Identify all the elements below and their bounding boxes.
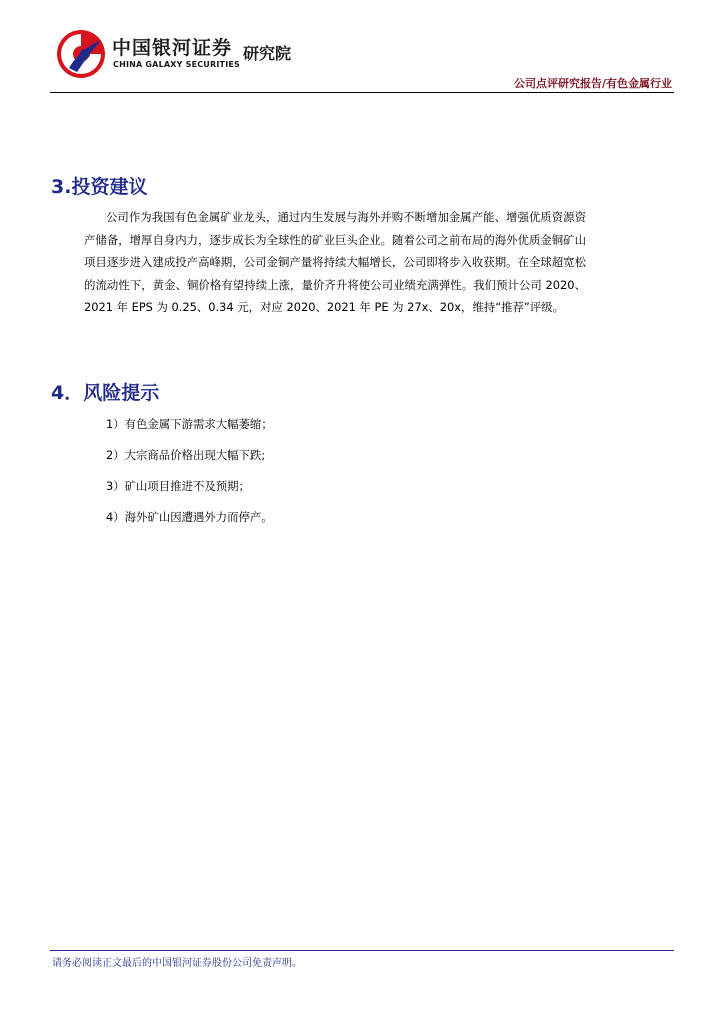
list-item: 3）矿山项目推进不及预期； [106,479,250,493]
brand-institute: 研究院 [243,44,292,63]
investment-paragraph: 公司作为我国有色金属矿业龙头，通过内生发展与海外并购不断增加金属产能、增强优质资源资产储备，增厚自身内力，逐步成长为全球性的矿业巨头企业。随着公司之前布局的海外优质金铜矿山项目逐步进入建成投产高峰期，公司金铜产量将持续大幅增长，公司即将步入收获期。在全球超宽松的流动性下，黄金、铜价格有望持续上涨，量价齐升将使公司业绩充满弹性。我们预计公司 2020、2021 年 EPS 为 0.25、0.34 元，对应 2020、2021 年 PE 为 27x、20x，维持“推荐”评级。 [84,210,586,314]
risk-list [106,413,273,537]
page-header [0,0,724,96]
header-divider [50,92,674,93]
footer-divider [50,950,674,951]
brand-name-en: CHINA GALAXY SECURITIES [113,60,240,69]
brand-name-cn: 中国银河证券 [112,37,233,59]
china-galaxy-logo-icon [55,28,107,80]
section-title-risk: 4．风险提示 [51,382,160,404]
list-item: 2）大宗商品价格出现大幅下跌; [106,448,266,462]
list-item: 1）有色金属下游需求大幅萎缩； [106,417,273,431]
list-item: 4）海外矿山因遭遇外力而停产。 [106,510,273,524]
report-type: 公司点评研究报告/有色金属行业 [513,77,672,90]
footer-disclaimer: 请务必阅读正文最后的中国银河证券股份公司免责声明。 [52,958,302,969]
section-title-investment: 3.投资建议 [51,176,148,198]
